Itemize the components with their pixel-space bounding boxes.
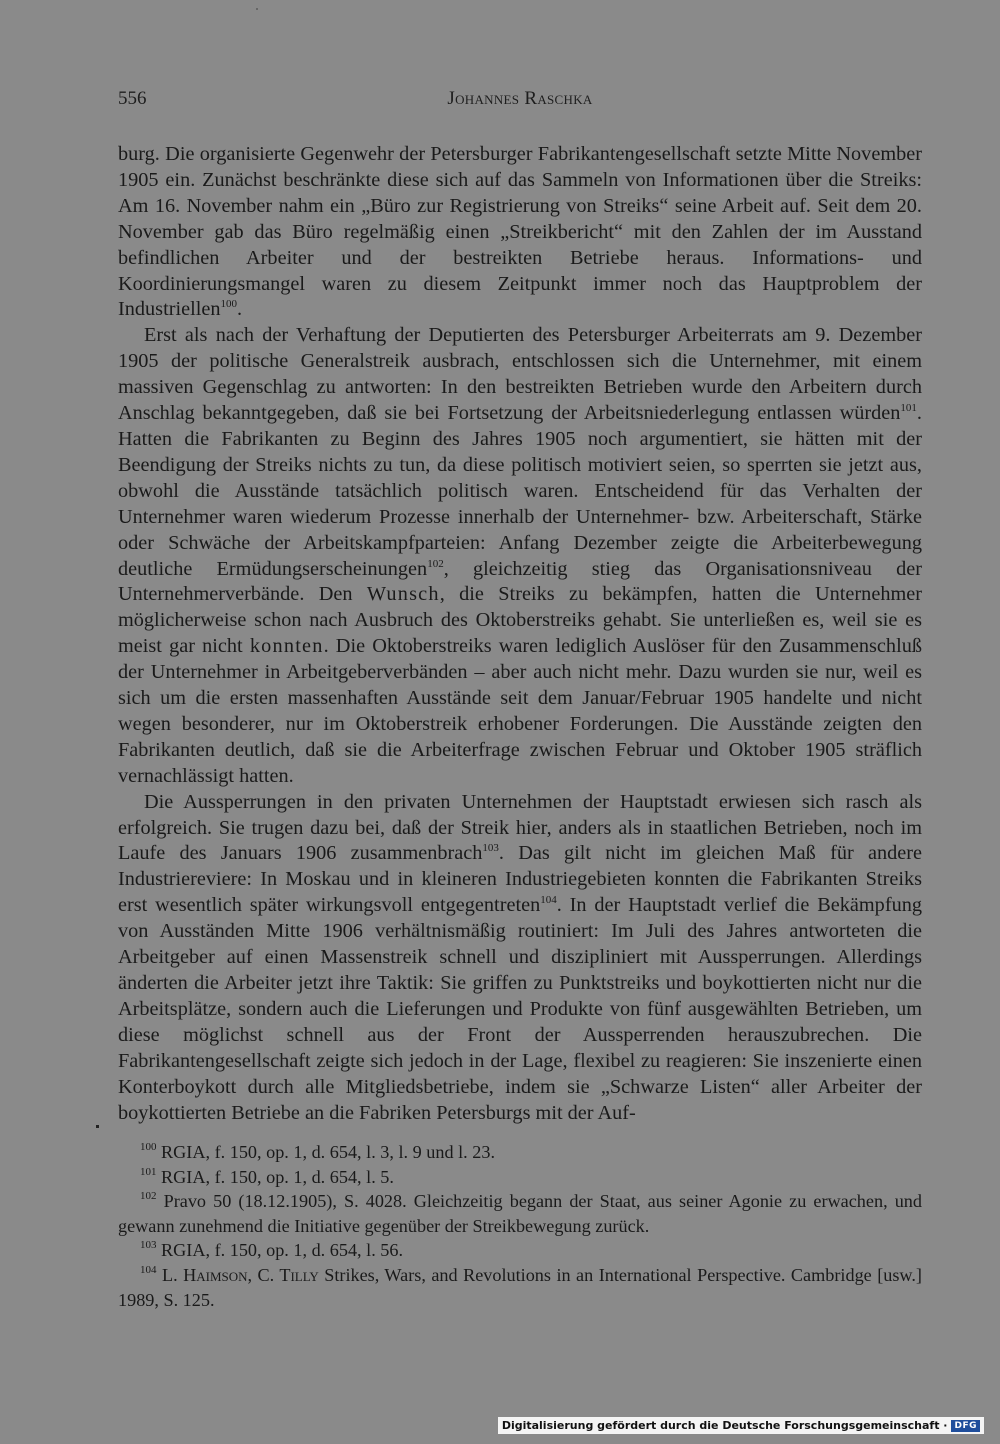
- margin-dot: [96, 1125, 99, 1128]
- footnote-102: $^{102}$ Pravo 50 (18.12.1905), S. 4028. Gleichzeitig begann der Staat, aus seiner Agonie zu erwachen, und gewann zunehmend die Initiative gegenüber der Streikbewegung zurück.: [118, 1190, 922, 1236]
- paragraph-3: Die Aussperrungen in den privaten Unternehmen der Hauptstadt erwiesen sich rasch als erfolgreich. Sie trugen dazu bei, daß der Streik hier, anders als in staatlichen Betrieben, noch im Laufe des Januars 1906 zusammenbrach$^{103}$. Das gilt nicht im gleichen Maß für andere Industriereviere: In Moskau und in kleineren Industriegebieten konnten die Fabrikanten Streiks erst wesentlich später wirkungsvoll entgegentreten$^{104}$. In der Hauptstadt verlief die Bekämpfung von Ausständen Mitte 1906 verhältnismäßig routiniert: Im Juli des Jahres antworteten die Arbeitgeber auf einen Massenstreik schnell und diszipliniert mit Aussperrungen. Allerdings änderten die Arbeiter jetzt ihre Taktik: Sie griffen zu Punktstreiks und boykottierten nicht nur die Arbeitsplätze, sondern auch die Lieferungen und Produkte von fünf ausgewählten Betrieben, um diese möglichst schnell aus der Front der Aussperrenden herauszubrechen. Die Fabrikantengesellschaft zeigte sich jedoch in der Lage, flexibel zu reagieren: Sie inszenierte einen Konterboykott durch alle Mitgliedsbetriebe, indem sie „Schwarze Listen“ aller Arbeiter der boykottierten Betriebe an die Fabriken Petersburgs mit der Auf-: [118, 790, 922, 1124]
- footnote-104: $^{104}$ L. Haimson, C. Tilly Strikes, Wars, and Revolutions in an International Perspective. Cambridge [usw.] 1989, S. 125.: [118, 1263, 922, 1310]
- emphasis: Wunsch: [366, 583, 440, 606]
- footnote-ref[interactable]: 100: [220, 298, 238, 311]
- footnote-ref[interactable]: 102: [427, 557, 444, 570]
- paragraph-1: burg. Die organisierte Gegenwehr der Petersburger Fabrikantengesellschaft setzte Mitte November 1905 ein. Zunächst beschränkte diese sich auf das Sammeln von Informationen über die Streiks: Am 16. November nahm ein „Büro zur Registrierung von Streiks“ seine Arbeit auf. Seit dem 20. November gab das Büro regelmäßig einen „Streikbericht“ mit den Zahlen der im Ausstand befindlichen Arbeiter und der bestreikten Betriebe heraus. Informations- und Koordinierungsmangel waren zu diesem Zeitpunkt immer noch das Hauptproblem der Industriellen$^{100}$.: [118, 143, 922, 321]
- dfg-credit-text: Digitalisierung gefördert durch die Deutsche Forschungsgemeinschaft ·: [501, 1419, 948, 1432]
- footnote-ref[interactable]: 104: [540, 894, 557, 907]
- paragraph-2: Erst als nach der Verhaftung der Deputierten des Petersburger Arbeiterrats am 9. Dezember 1905 der politische Generalstreik ausbrach, entschlossen sich die Unternehmer, mit einem massiven Gegenschlag zu antworten: In den bestreikten Betrieben wurde den Arbeitern durch Anschlag bekanntgegeben, daß sie bei Fortsetzung der Arbeitsniederlegung entlassen würden$^{101}$. Hatten die Fabrikanten zu Beginn des Jahres 1905 noch argumentiert, sie hätten mit der Beendigung der Streiks nichts zu tun, da diese politisch motiviert seien, so sperrten sie jetzt aus, obwohl die Ausstände tatsächlich politisch waren. Entscheidend für das Verhalten der Unternehmer waren wiederum Prozesse innerhalb der Unternehmer- bzw. Arbeiterschaft, Stärke oder Schwäche der Arbeitskampfparteien: Anfang Dezember zeigte die Arbeiterbewegung deutliche Ermüdungserscheinungen$^{102}$, gleichzeitig stieg das Organisationsniveau der Unternehmerverbände. Den Wunsch, die Streiks zu bekämpfen, hatten die Unternehmer möglicherweise schon nach Ausbruch des Oktoberstreiks gehabt. Sie unterließen es, weil sie es meist gar nicht konnten. Die Oktoberstreiks waren lediglich Auslöser für den Zusammenschluß der Unternehmer in Arbeitgeberverbänden – aber auch nicht mehr. Dazu wurden sie nur, weil es sich um die ersten massenhaften Ausstände seit dem Januar/Februar 1905 handelte und nicht wegen besonderer, nur im Oktoberstreik erhobener Forderungen. Die Ausstände zeigten den Fabrikanten deutlich, daß sie die Arbeiterfrage zwischen Februar und Oktober 1905 sträflich vernachlässigt hatten.: [118, 324, 922, 787]
- dfg-logo-icon: DFG: [951, 1420, 980, 1432]
- running-head: [118, 88, 922, 110]
- body-text: [118, 142, 922, 1126]
- running-head-last: Raschka: [524, 88, 593, 109]
- footnotes: [118, 1140, 922, 1312]
- footnote-101: $^{101}$ RGIA, f. 150, op. 1, d. 654, l. 5.: [140, 1165, 394, 1187]
- footnote-100: $^{100}$ RGIA, f. 150, op. 1, d. 654, l. 3, l. 9 und l. 23.: [140, 1141, 495, 1162]
- page-number: 556: [118, 88, 147, 109]
- scan-speck: [256, 8, 258, 10]
- footnote-ref[interactable]: 103: [482, 842, 499, 855]
- footnote-ref[interactable]: 101: [900, 402, 917, 415]
- footnote-authors: L. Haimson, C. Tilly: [161, 1264, 319, 1285]
- emphasis: konnten: [249, 635, 324, 658]
- running-head-first: Johannes: [447, 88, 520, 109]
- dfg-credit-bar[interactable]: [498, 1417, 984, 1434]
- footnote-103: $^{103}$ RGIA, f. 150, op. 1, d. 654, l. 56.: [140, 1239, 404, 1261]
